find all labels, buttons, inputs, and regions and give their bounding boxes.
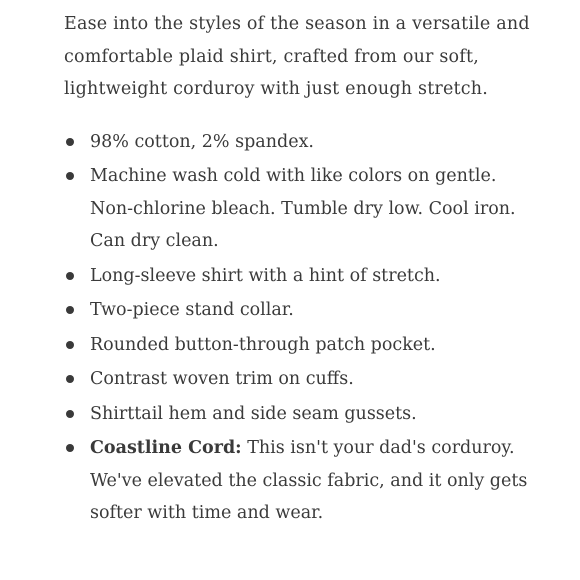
feature-text: Long-sleeve shirt with a hint of stretch. <box>90 265 441 286</box>
bullet-icon <box>66 341 74 349</box>
feature-text: Rounded button-through patch pocket. <box>90 334 436 355</box>
feature-item-coastline-cord <box>64 432 540 530</box>
feature-text: Shirttail hem and side seam gussets. <box>90 403 417 424</box>
bullet-icon <box>66 410 74 418</box>
feature-item-fabric <box>64 126 540 159</box>
feature-item-pocket <box>64 329 540 362</box>
feature-text: Contrast woven trim on cuffs. <box>90 369 354 389</box>
bullet-icon <box>66 172 74 180</box>
feature-text: 98% cotton, 2% spandex. <box>90 131 314 152</box>
bullet-icon <box>66 375 74 383</box>
bullet-icon <box>66 306 74 314</box>
bullet-icon <box>66 444 74 452</box>
intro-paragraph: Ease into the styles of the season in a versatile and comfortable plaid shirt, crafted from our soft, lightweight corduroy with just enough stretch. <box>64 14 530 99</box>
feature-item-sleeve <box>64 260 540 293</box>
feature-text: Two-piece stand collar. <box>90 300 294 320</box>
feature-label: Coastline Cord: <box>90 438 242 458</box>
feature-item-collar <box>64 294 540 327</box>
bullet-icon <box>66 272 74 280</box>
bullet-icon <box>66 138 74 146</box>
feature-item-care <box>64 160 540 258</box>
feature-text: Machine wash cold with like colors on gentle. Non-chlorine bleach. Tumble dry low. Cool iron. Can dry clean. <box>90 166 516 251</box>
feature-list <box>64 126 540 530</box>
feature-item-cuffs <box>64 363 540 396</box>
feature-text: This isn't your dad's corduroy. We've elevated the classic fabric, and it only gets softer with time and wear. <box>90 438 528 523</box>
feature-item-hem <box>64 398 540 431</box>
